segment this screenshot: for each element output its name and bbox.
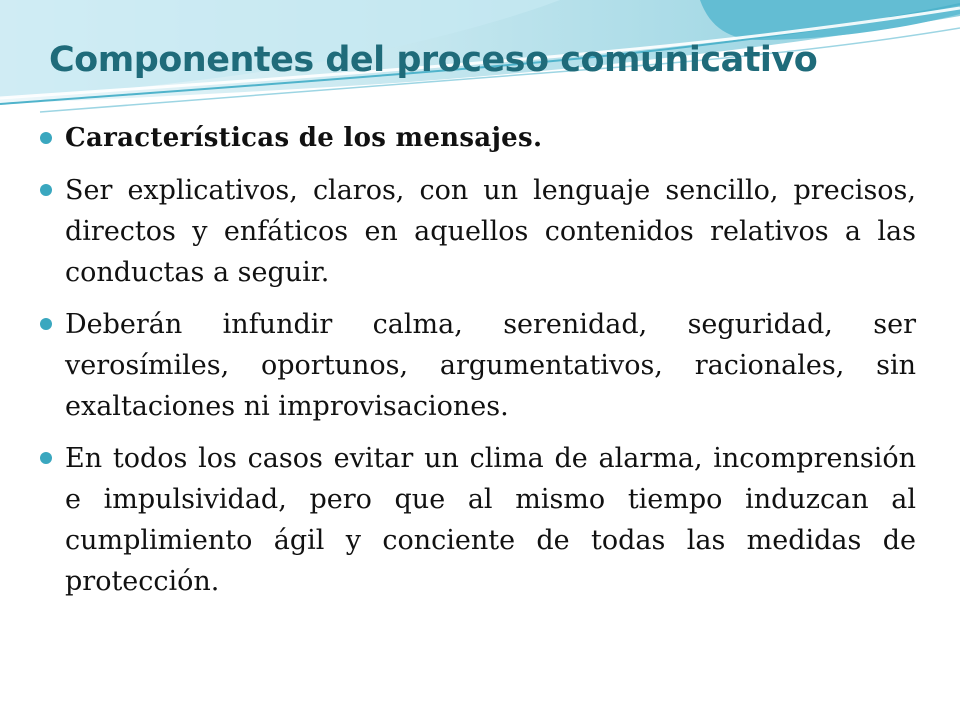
bullet-dot-icon bbox=[40, 132, 52, 144]
bullet-text: Ser explicativos, claros, con un lenguaje sencillo, precisos, directos y enfáticos en aquellos contenidos relativos a las conductas a seguir. bbox=[65, 175, 916, 288]
bullet-list bbox=[40, 118, 916, 613]
bullet-item bbox=[40, 170, 916, 293]
bullet-dot-icon bbox=[40, 184, 52, 196]
bullet-item bbox=[40, 304, 916, 427]
bullet-dot-icon bbox=[40, 318, 52, 330]
bullet-heading bbox=[40, 118, 916, 159]
bullet-text: En todos los casos evitar un clima de alarma, incomprensión e impulsividad, pero que al mismo tiempo induzcan al cumplimiento ágil y conciente de todas las medidas de protección. bbox=[65, 443, 916, 597]
bullet-text: Deberán infundir calma, serenidad, seguridad, ser verosímiles, oportunos, argumentativos, racionales, sin exaltaciones ni improvisaciones. bbox=[65, 309, 916, 422]
slide-title: Componentes del proceso comunicativo bbox=[49, 40, 818, 80]
bullet-text: Características de los mensajes. bbox=[65, 123, 543, 153]
bullet-dot-icon bbox=[40, 452, 52, 464]
bullet-item bbox=[40, 438, 916, 602]
